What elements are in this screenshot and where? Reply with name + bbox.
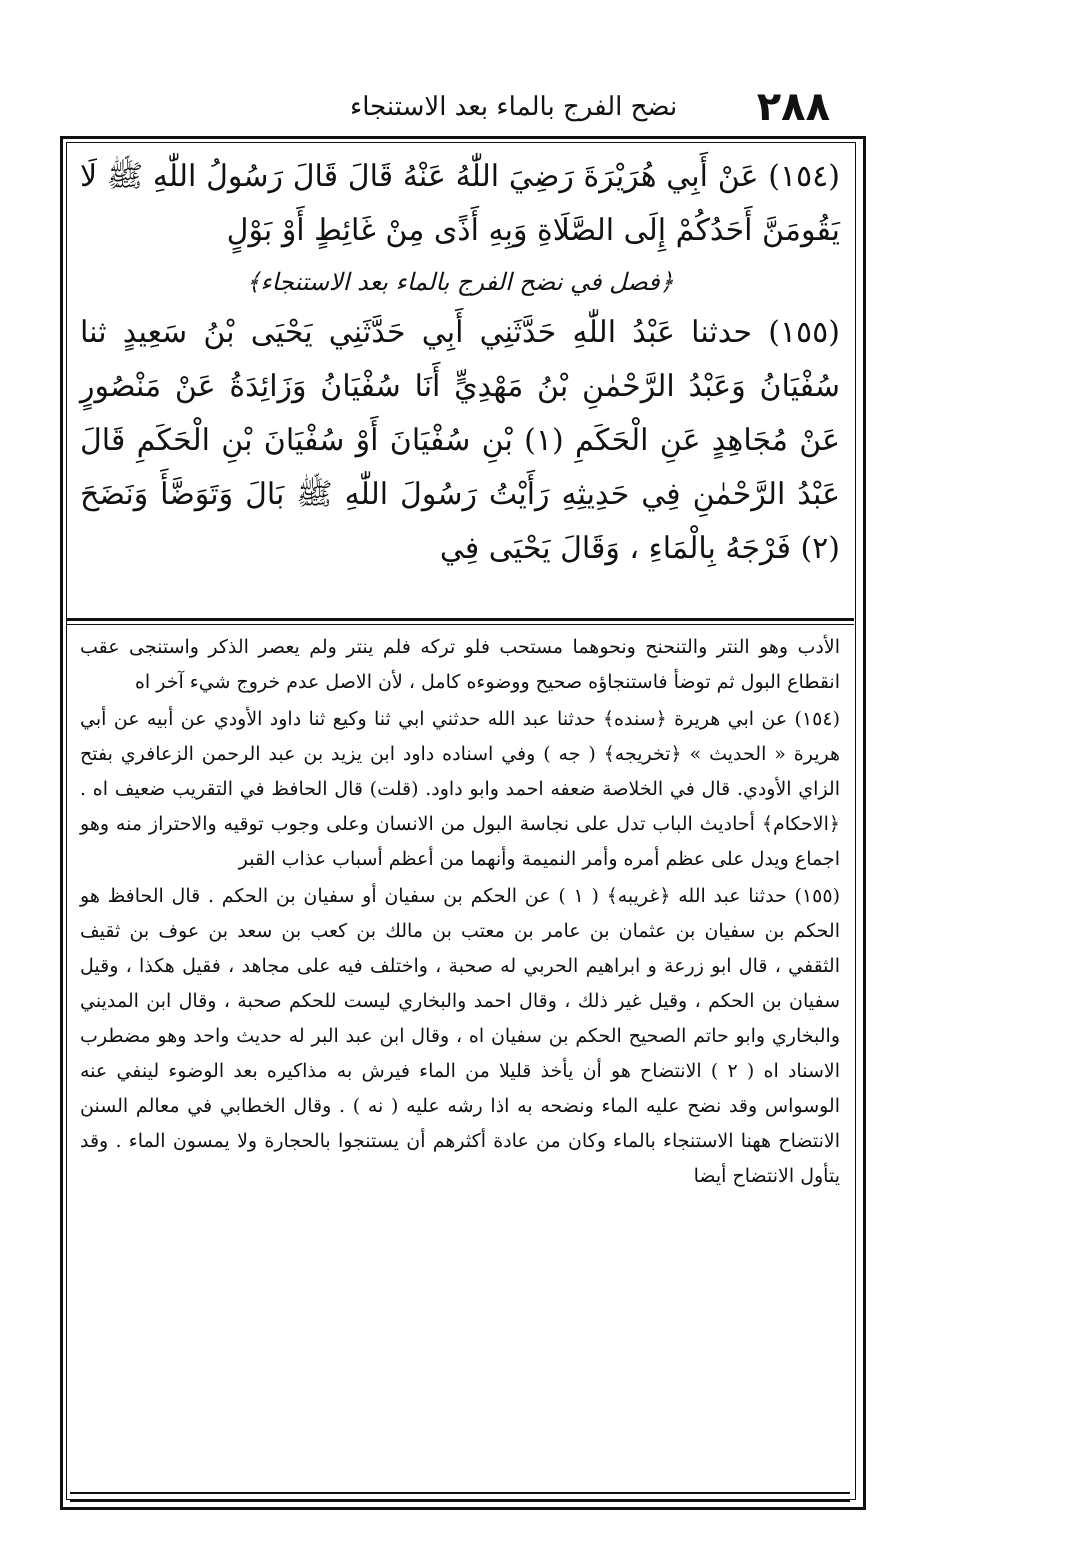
hadith-155: (١٥٥) حدثنا عَبْدُ اللّٰهِ حَدَّثَنِي أَبِي حَدَّثَنِي يَحْيَى بْنُ سَعِيدٍ ثنا سُفْيَانُ وَعَبْدُ الرَّحْمٰنِ بْنُ مَهْدِيٍّ أَنَا سُفْيَانُ وَزَائِدَةُ عَنْ مَنْصُورٍ عَنْ مُجَاهِدٍ عَنِ الْحَكَمِ (١) بْنِ سُفْيَانَ أَوْ سُفْيَانَ بْنِ الْحَكَمِ قَالَ عَبْدُ الرَّحْمٰنِ فِي حَدِيثِهِ رَأَيْتُ رَسُولَ اللّٰهِ ﷺ بَالَ وَتَوَضَّأَ وَنَضَحَ (٢) فَرْجَهُ بِالْمَاءِ ، وَقَالَ يَحْيَى فِي — [80, 315, 840, 566]
divider-rule-thin — [66, 624, 854, 625]
page-number: ٢٨٨ — [756, 84, 830, 130]
bottom-ornament-rule — [70, 1492, 850, 1502]
running-title: نضح الفرج بالماء بعد الاستنجاء — [350, 92, 678, 122]
commentary-paragraph: (١٥٥) حدثنا عبد الله ﴿غريبه﴾ ( ١ ) عن الحكم بن سفيان أو سفيان بن الحكم . قال الحافظ هو الحكم بن سفيان بن عثمان بن عامر بن معتب بن مالك بن كعب بن سعد بن عوف بن ثقيف الثقفي ، قال ابو زرعة و ابراهيم الحربي له صحبة ، واختلف فيه على مجاهد ، فقيل هكذا ، وقيل سفيان بن الحكم ، وقيل غير ذلك ، وقال احمد والبخاري ليست للحكم صحبة ، وقال ابن المديني والبخاري وابو حاتم الصحيح الحكم بن سفيان اه ، وقال ابن عبد البر له حديث واحد وهو مضطرب الاسناد اه ( ٢ ) الانتضاح هو أن يأخذ قليلا من الماء فيرش به مذاكيره بعد الوضوء لينفي عنه الوسواس وقد نضح عليه الماء ونضحه به اذا رشه عليه ( نه ) . وقال الخطابي في معالم السنن الانتضاح ههنا الاستنجاء بالماء وكان من عادة أكثرهم أن يستنجوا بالحجارة ولا يمسون الماء . وقد يتأول الانتضاح أيضا — [80, 885, 840, 1187]
page-header — [70, 82, 830, 132]
commentary-paragraph: الأدب وهو النتر والتنحنح ونحوهما مستحب فلو تركه فلم ينتر ولم يعصر الذكر واستنجى عقب انقطاع البول ثم توضأ فاستنجاؤه صحيح ووضوءه كامل ، لأن الاصل عدم خروج شيء آخر اه — [80, 636, 840, 693]
divider-rule — [66, 618, 854, 621]
main-text — [80, 150, 840, 608]
section-heading: ﴿فصل في نضح الفرج بالماء بعد الاستنجاء﴾ — [246, 268, 674, 296]
hadith-154: (١٥٤) عَنْ أَبِي هُرَيْرَةَ رَضِيَ اللّٰهُ عَنْهُ قَالَ قَالَ رَسُولُ اللّٰهِ ﷺ لَا يَقُومَنَّ أَحَدُكُمْ إِلَى الصَّلَاةِ وَبِهِ أَذًى مِنْ غَائِطٍ أَوْ بَوْلٍ — [80, 159, 840, 248]
commentary-paragraph: (١٥٤) عن ابي هريرة ﴿سنده﴾ حدثنا عبد الله حدثني ابي ثنا وكيع ثنا داود الأودي عن أبيه عن أبي هريرة « الحديث » ﴿تخريجه﴾ ( جه ) وفي اسناده داود ابن يزيد بن عبد الرحمن الزعافري بفتح الزاي الأودي. قال في الخلاصة ضعفه احمد وابو داود. (قلت) قال الحافظ في التقريب ضعيف اه . ﴿الاحكام﴾ أحاديث الباب تدل على نجاسة البول من الانسان وعلى وجوب توقيه والاحتراز منه وهو اجماع ويدل على عظم أمره وأمر النميمة وأنهما من أعظم أسباب عذاب القبر — [80, 708, 840, 870]
commentary — [80, 630, 840, 1490]
